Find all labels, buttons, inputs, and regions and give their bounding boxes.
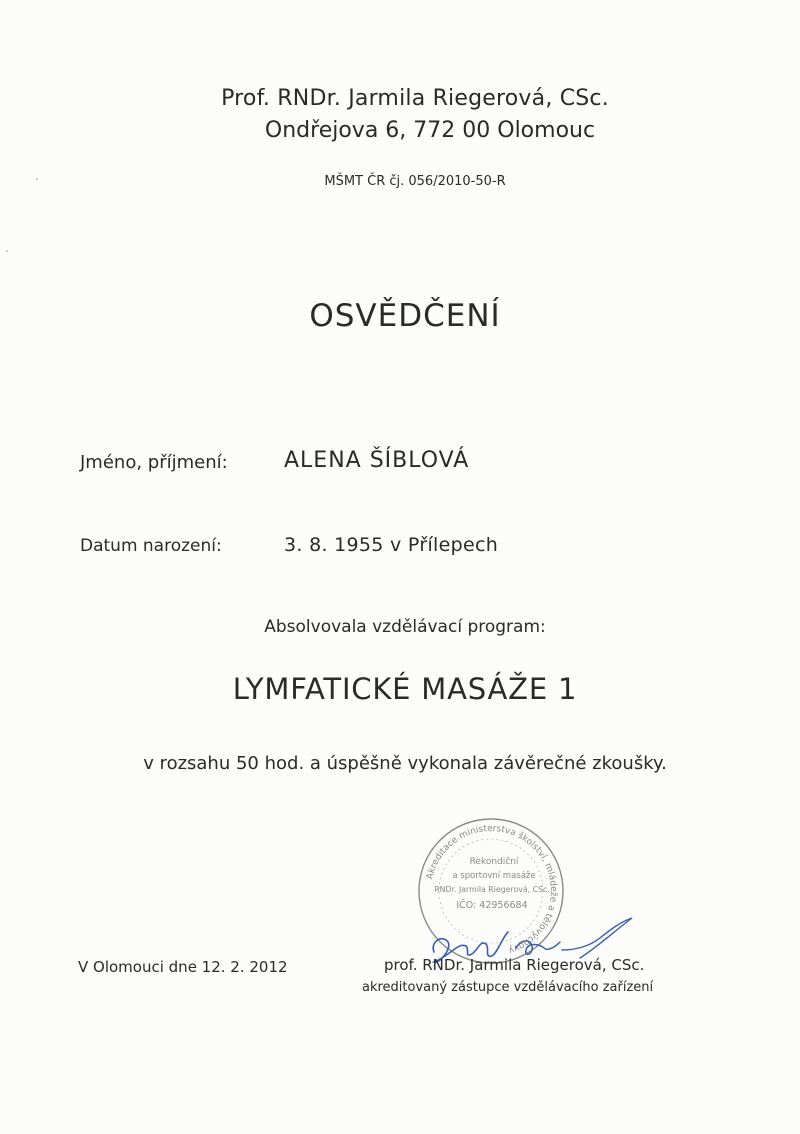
scan-speck: [36, 178, 38, 180]
signer-name: prof. RNDr. Jarmila Riegerová, CSc.: [384, 956, 645, 974]
program-scope: v rozsahu 50 hod. a úspěšně vykonala závěrečné zkoušky.: [143, 753, 667, 774]
issuer-name: Prof. RNDr. Jarmila Riegerová, CSc.: [221, 86, 609, 111]
program-name: LYMFATICKÉ MASÁŽE 1: [232, 672, 578, 706]
signer-role: akreditovaný zástupce vzdělávacího zařízení: [362, 980, 654, 995]
stamp-line-3: RNDr. Jarmila Riegerová, CSc.: [434, 885, 550, 894]
name-label: Jméno, příjmení:: [80, 452, 228, 473]
stamp-line-4: IČO: 42956684: [456, 900, 528, 911]
stamp-line-1: Rekondiční: [469, 857, 519, 867]
name-value: ALENA ŠÍBLOVÁ: [284, 448, 470, 473]
registration-number: MŠMT ČR čj. 056/2010-50-R: [324, 174, 506, 189]
place-and-date: V Olomouci dne 12. 2. 2012: [78, 958, 288, 976]
document-title: OSVĚDČENÍ: [309, 298, 501, 334]
program-intro: Absolvovala vzdělávací program:: [264, 617, 546, 637]
dob-value: 3. 8. 1955 v Přílepech: [284, 534, 499, 556]
stamp-line-2: a sportovní masáže: [452, 871, 536, 881]
scan-speck: [6, 250, 8, 252]
issuer-address: Ondřejova 6, 772 00 Olomouc: [264, 118, 596, 143]
stamp-ring-text: Akreditace ministerstva školství, mládeže a tělovýchovy: [425, 823, 559, 956]
dob-label: Datum narození:: [80, 536, 222, 556]
